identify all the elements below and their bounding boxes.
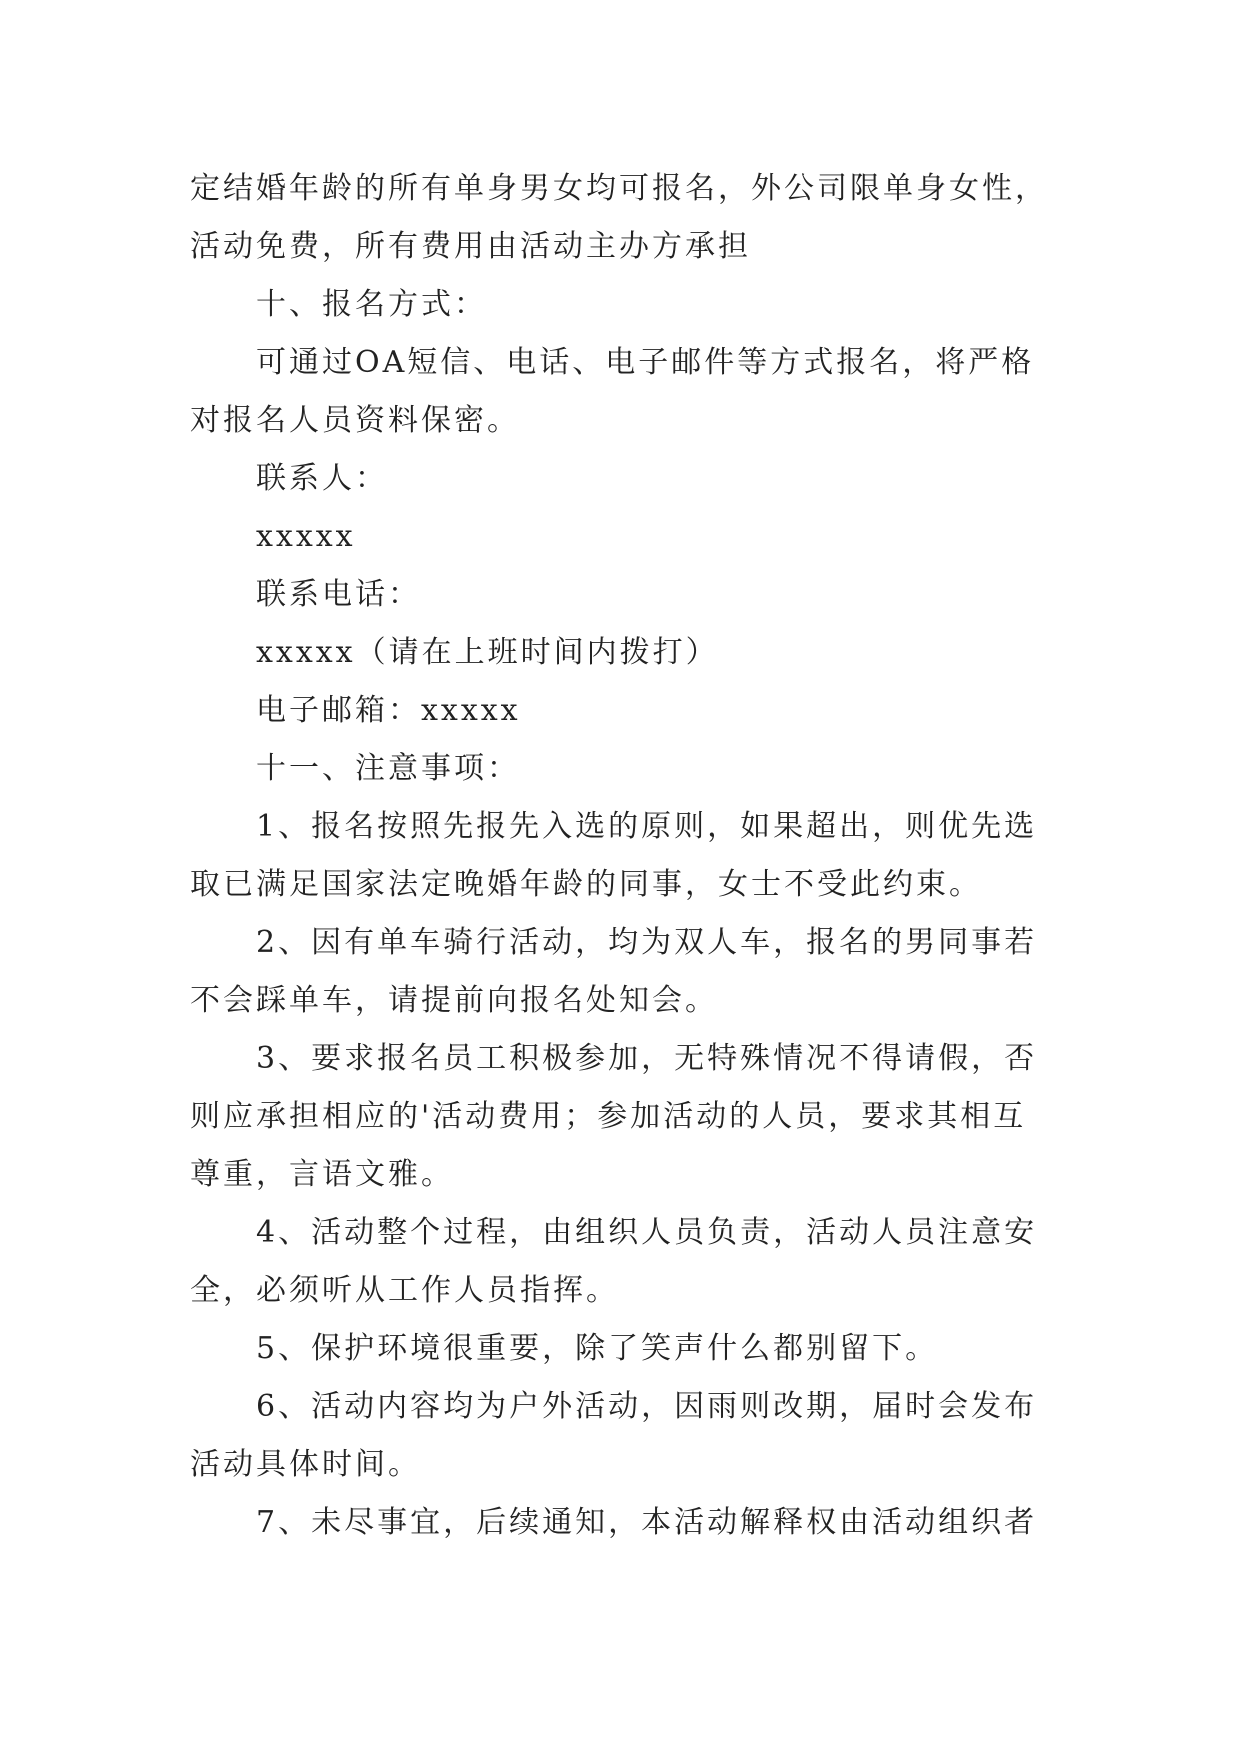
- phone-value: xxxxx（请在上班时间内拨打）: [256, 635, 719, 670]
- text-line: 取已满足国家法定晚婚年龄的同事，女士不受此约束。: [190, 867, 982, 902]
- text-line: 全，必须听从工作人员指挥。: [190, 1273, 619, 1308]
- contact-value: xxxxx: [256, 519, 356, 554]
- text-line: 则应承担相应的'活动费用；参加活动的人员，要求其相互: [190, 1099, 1027, 1134]
- text-line: 尊重，言语文雅。: [190, 1157, 454, 1192]
- text-line: 7、未尽事宜，后续通知，本活动解释权由活动组织者: [256, 1505, 1038, 1540]
- text-line: 3、要求报名员工积极参加，无特殊情况不得请假，否: [256, 1041, 1038, 1076]
- text-line: 定结婚年龄的所有单身男女均可报名，外公司限单身女性，: [190, 171, 1048, 206]
- text-line: 可通过OA短信、电话、电子邮件等方式报名，将严格: [256, 345, 1035, 380]
- text-line: 5、保护环境很重要，除了笑声什么都别留下。: [256, 1331, 939, 1366]
- text-line: 6、活动内容均为户外活动，因雨则改期，届时会发布: [256, 1389, 1038, 1424]
- text-line: 活动具体时间。: [190, 1447, 421, 1482]
- section-heading: 十一、注意事项：: [256, 751, 520, 786]
- text-line: 1、报名按照先报先入选的原则，如果超出，则优先选: [256, 809, 1038, 844]
- phone-label: 联系电话：: [256, 577, 421, 612]
- email-line: 电子邮箱：xxxxx: [256, 693, 521, 728]
- section-heading: 十、报名方式：: [256, 287, 487, 322]
- document-body: [190, 160, 1052, 1552]
- text-line: 不会踩单车，请提前向报名处知会。: [190, 983, 718, 1018]
- contact-label: 联系人：: [256, 461, 388, 496]
- text-line: 对报名人员资料保密。: [190, 403, 520, 438]
- text-line: 4、活动整个过程，由组织人员负责，活动人员注意安: [256, 1215, 1038, 1250]
- text-line: 2、因有单车骑行活动，均为双人车，报名的男同事若: [256, 925, 1038, 960]
- text-line: 活动免费，所有费用由活动主办方承担: [190, 229, 751, 264]
